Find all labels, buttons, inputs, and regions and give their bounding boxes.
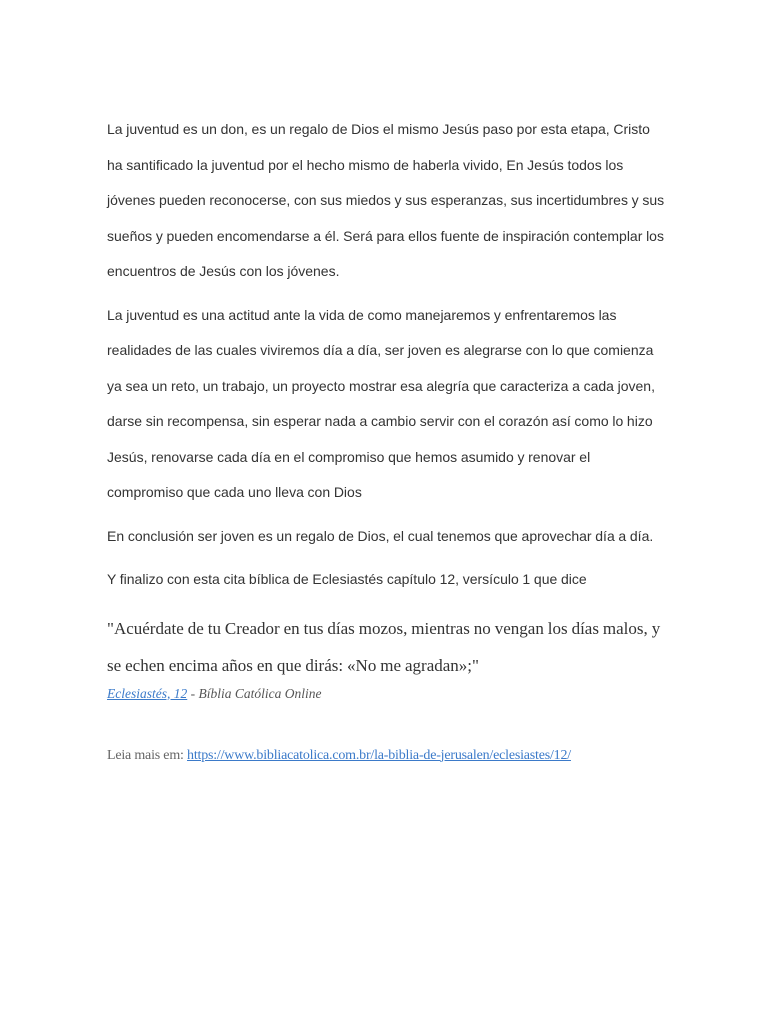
- paragraph-2: La juventud es una actitud ante la vida de como manejaremos y enfrentaremos las realidades de las cuales viviremos día a día, ser joven es alegrarse con lo que comienza ya sea un reto, un trabajo, un proyecto mostrar esa alegría que caracteriza a cada joven, darse sin recompensa, sin esperar nada a cambio servir con el corazón así como lo hizo Jesús, renovarse cada día en el compromiso que hemos asumido y renovar el compromiso que cada uno lleva con Dios: [107, 306, 655, 500]
- read-more-label: Leia mais em:: [107, 747, 188, 763]
- citation-source: - Bíblia Católica Online: [187, 685, 322, 701]
- paragraph-4: Y finalizo con esta cita bíblica de Eclesiastés capítulo 12, versículo 1 que dice: [107, 571, 587, 587]
- quote-citation: [107, 684, 667, 704]
- document-body: [107, 112, 667, 766]
- read-more: [107, 746, 667, 766]
- paragraph-3: En conclusión ser joven es un regalo de Dios, el cual tenemos que aprovechar día a día.: [107, 527, 654, 544]
- paragraph-1: La juventud es un don, es un regalo de Dios el mismo Jesús paso por esta etapa, Cristo ha santificado la juventud por el hecho mismo de haberla vivido, En Jesús todos los jóvenes pueden reconocerse, con sus miedos y sus esperanzas, sus incertidumbres y sus sueños y pueden encomendarse a él. Será para ellos fuente de inspiración contemplar los encuentros de Jesús con los jóvenes.: [107, 121, 665, 279]
- citation-link[interactable]: Eclesiastés, 12: [107, 685, 188, 701]
- bible-quote: "Acuérdate de tu Creador en tus días mozos, mientras no vengan los días malos, y se echen encima años en que dirás: «No me agradan»;": [107, 618, 661, 675]
- read-more-url-link[interactable]: https://www.bibliacatolica.com.br/la-biblia-de-jerusalen/eclesiastes/12/: [187, 747, 571, 763]
